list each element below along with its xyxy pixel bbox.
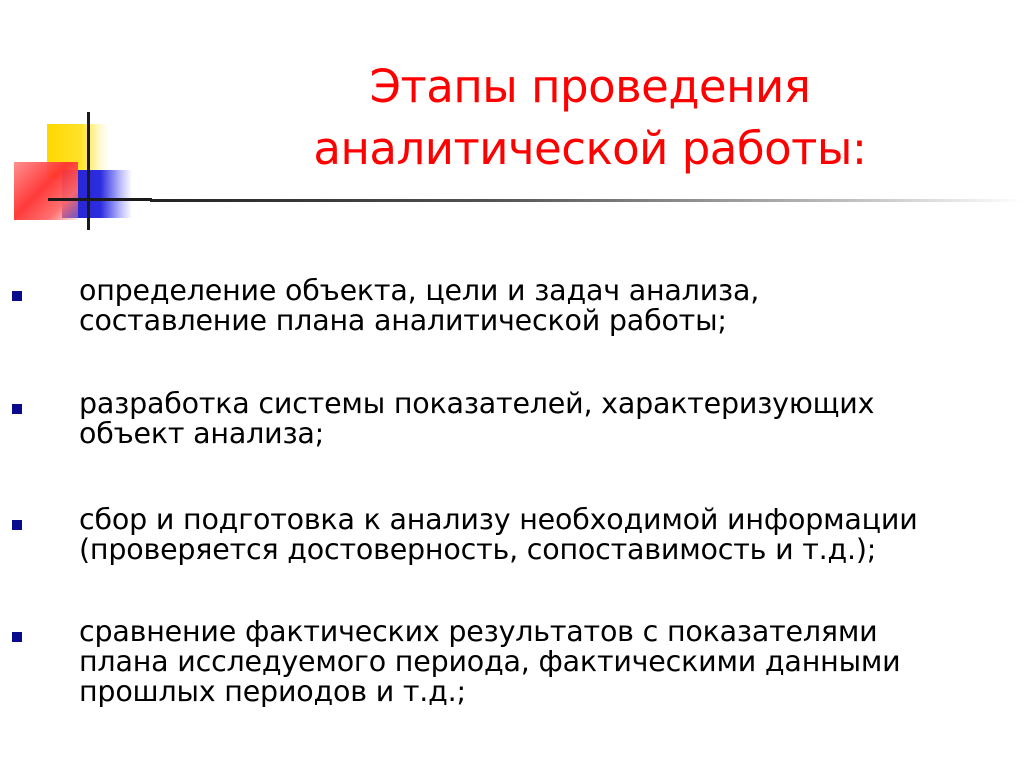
bullet-line: прошлых периодов и т.д.;	[79, 675, 466, 708]
bullet-text	[79, 389, 979, 449]
bullet-line: объект анализа;	[79, 417, 325, 450]
bullet-line: плана исследуемого периода, фактическими данными	[79, 645, 901, 678]
square-bullet-icon	[12, 632, 22, 642]
bullet-line: разработка системы показателей, характеризующих	[79, 387, 875, 420]
bullet-line: (проверяется достоверность, сопоставимость и т.д.);	[79, 533, 877, 566]
square-bullet-icon	[12, 291, 22, 301]
bullet-text	[79, 505, 979, 565]
square-bullet-icon	[12, 404, 22, 414]
bullet-text	[79, 276, 979, 336]
bullet-line: сбор и подготовка к анализу необходимой информации	[79, 503, 918, 536]
bullet-text	[79, 617, 979, 707]
bullet-line: определение объекта, цели и задач анализа,	[79, 274, 760, 307]
bullet-line: сравнение фактических результатов с показателями	[79, 615, 878, 648]
bullet-line: составление плана аналитической работы;	[79, 304, 727, 337]
slide-title-line-2: аналитической работы:	[313, 122, 867, 175]
square-bullet-icon	[12, 520, 22, 530]
slide-title-line-1: Этапы проведения	[369, 60, 811, 113]
